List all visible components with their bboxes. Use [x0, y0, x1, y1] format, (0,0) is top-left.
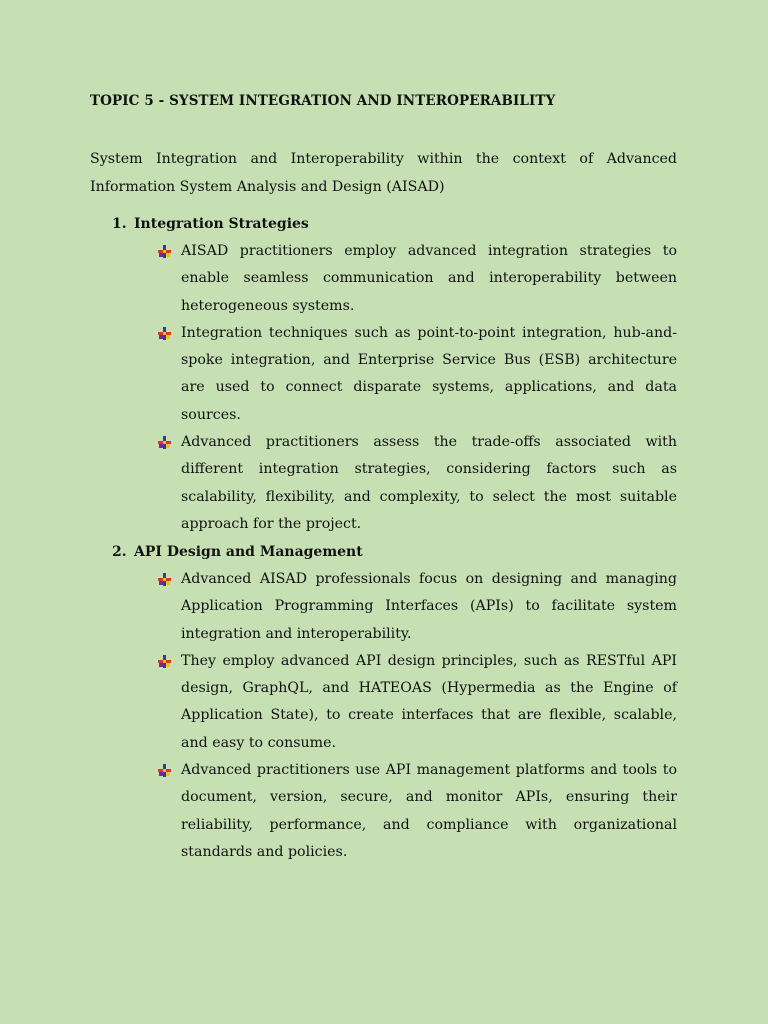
section-heading — [112, 211, 309, 238]
section-number: 1. — [112, 216, 127, 232]
page-title: TOPIC 5 - SYSTEM INTEGRATION AND INTEROPERABILITY — [90, 93, 556, 109]
bullet-text: Advanced practitioners assess the trade-offs associated with different integration strategies, considering factors such as scalability, flexibility, and complexity, to select the most suitable approach for the project. — [181, 434, 677, 532]
list-item — [181, 429, 677, 538]
four-color-cross-bullet-icon — [157, 654, 172, 669]
bullet-text: They employ advanced API design principles, such as RESTful API design, GraphQL, and HATEOAS (Hypermedia as the Engine of Application State), to create interfaces that are flexible, scalable, and easy to consume. — [181, 652, 677, 751]
section-number: 2. — [112, 544, 127, 560]
bullet-text: Integration techniques such as point-to-point integration, hub-and-spoke integration, and Enterprise Service Bus (ESB) architecture are used to connect disparate systems, applications, and data sources. — [181, 324, 677, 423]
list-item — [181, 648, 677, 757]
four-color-cross-bullet-icon — [157, 763, 172, 778]
bullet-list — [0, 238, 768, 538]
intro-paragraph: System Integration and Interoperability within the context of Advanced Information System Analysis and Design (AISAD) — [90, 151, 677, 195]
list-item — [181, 238, 677, 320]
list-item — [181, 320, 677, 429]
bullet-text: Advanced AISAD professionals focus on designing and managing Application Programming Interfaces (APIs) to facilitate system integration and interoperability. — [181, 571, 677, 642]
four-color-cross-bullet-icon — [157, 244, 172, 259]
bullet-list — [0, 566, 768, 866]
four-color-cross-bullet-icon — [157, 572, 172, 587]
four-color-cross-bullet-icon — [157, 326, 172, 341]
four-color-cross-bullet-icon — [157, 435, 172, 450]
list-item — [181, 757, 677, 866]
bullet-text: Advanced practitioners use API management platforms and tools to document, version, secure, and monitor APIs, ensuring their reliability, performance, and compliance with organizational standards and policies. — [181, 762, 677, 860]
bullet-text: AISAD practitioners employ advanced integration strategies to enable seamless communication and interoperability between heterogeneous systems. — [181, 243, 677, 314]
list-item — [181, 566, 677, 648]
section-heading — [112, 539, 363, 566]
section-title: API Design and Management — [134, 544, 363, 560]
section-title: Integration Strategies — [134, 216, 309, 232]
